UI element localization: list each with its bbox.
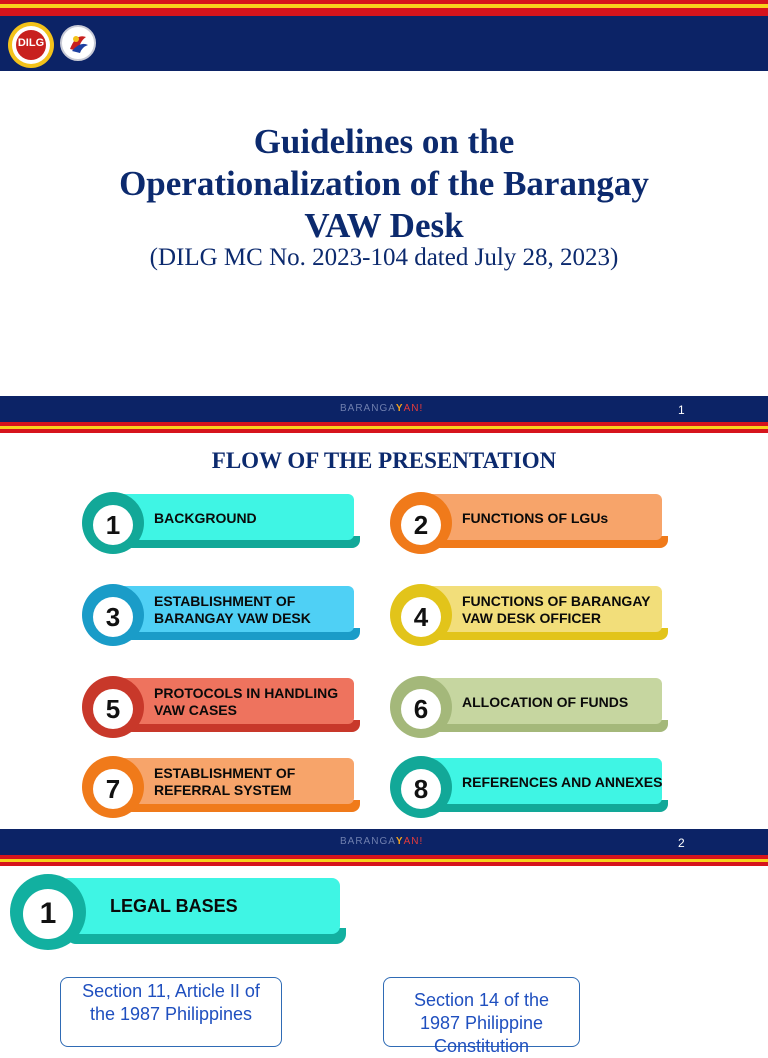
slide-1-subtitle: (DILG MC No. 2023-104 dated July 28, 2023) [149, 244, 619, 271]
header-navy-bar [0, 16, 768, 71]
flow-item-number: 2 [401, 505, 441, 545]
flow-item-4 [390, 582, 666, 646]
dilg-logo-text: DILG [17, 37, 45, 49]
flow-item-number: 8 [401, 769, 441, 809]
flow-item-ring [82, 492, 144, 554]
title-line-3: VAW Desk [304, 206, 464, 245]
flow-item-label: ESTABLISHMENT OF BARANGAY VAW DESK [154, 593, 311, 626]
header-red-band [0, 8, 768, 16]
flow-item-number: 1 [93, 505, 133, 545]
flow-item-label: BACKGROUND [154, 509, 257, 526]
dilg-seal-logo [8, 22, 54, 68]
flow-item-number: 7 [93, 769, 133, 809]
section-header-ring [10, 874, 86, 950]
partner-seal-logo [60, 25, 96, 61]
title-line-1: Guidelines on the [253, 122, 515, 161]
barangayan-brand: BARANGAYAN! [340, 403, 424, 414]
flow-item-8 [390, 754, 666, 818]
slide-1-title [0, 121, 768, 247]
flow-item-label: ESTABLISHMENT OF REFERRAL SYSTEM [154, 765, 296, 798]
flow-item-ring [390, 676, 452, 738]
legal-basis-box-left: Section 11, Article II of the 1987 Philippines [60, 977, 282, 1047]
flow-item-number: 3 [93, 597, 133, 637]
flow-item-label: FUNCTIONS OF BARANGAY VAW DESK OFFICER [462, 593, 651, 626]
flow-item-7 [82, 754, 358, 818]
slide-2-title: FLOW OF THE PRESENTATION [211, 448, 557, 473]
flow-item-ring [390, 492, 452, 554]
section-number: 1 [23, 889, 73, 939]
flow-item-ring [390, 584, 452, 646]
legal-basis-box-right: Section 14 of the 1987 Philippine Constitution [383, 977, 580, 1047]
flow-item-label: FUNCTIONS OF LGUs [462, 509, 609, 526]
flow-item-3 [82, 582, 358, 646]
page-number-2: 2 [678, 836, 685, 850]
section-header-legal-bases [10, 872, 340, 952]
flow-item-number: 5 [93, 689, 133, 729]
title-line-2: Operationalization of the Barangay [119, 164, 649, 203]
flow-item-6 [390, 674, 666, 738]
flow-item-5 [82, 674, 358, 738]
flow-item-number: 4 [401, 597, 441, 637]
footer-red-band [0, 429, 768, 433]
flow-item-1 [82, 490, 358, 554]
barangayan-brand: BARANGAYAN! [340, 836, 424, 847]
section-title: LEGAL BASES [110, 896, 238, 916]
flow-item-label: REFERENCES AND ANNEXES [462, 773, 663, 790]
flow-item-ring [82, 756, 144, 818]
page-number-1: 1 [678, 403, 685, 417]
flow-item-label: ALLOCATION OF FUNDS [462, 693, 629, 710]
flow-item-label: PROTOCOLS IN HANDLING VAW CASES [154, 685, 339, 718]
flow-item-ring [82, 676, 144, 738]
footer-red-band [0, 862, 768, 866]
flow-item-2 [390, 490, 666, 554]
flow-item-number: 6 [401, 689, 441, 729]
flow-item-ring [82, 584, 144, 646]
flow-item-ring [390, 756, 452, 818]
